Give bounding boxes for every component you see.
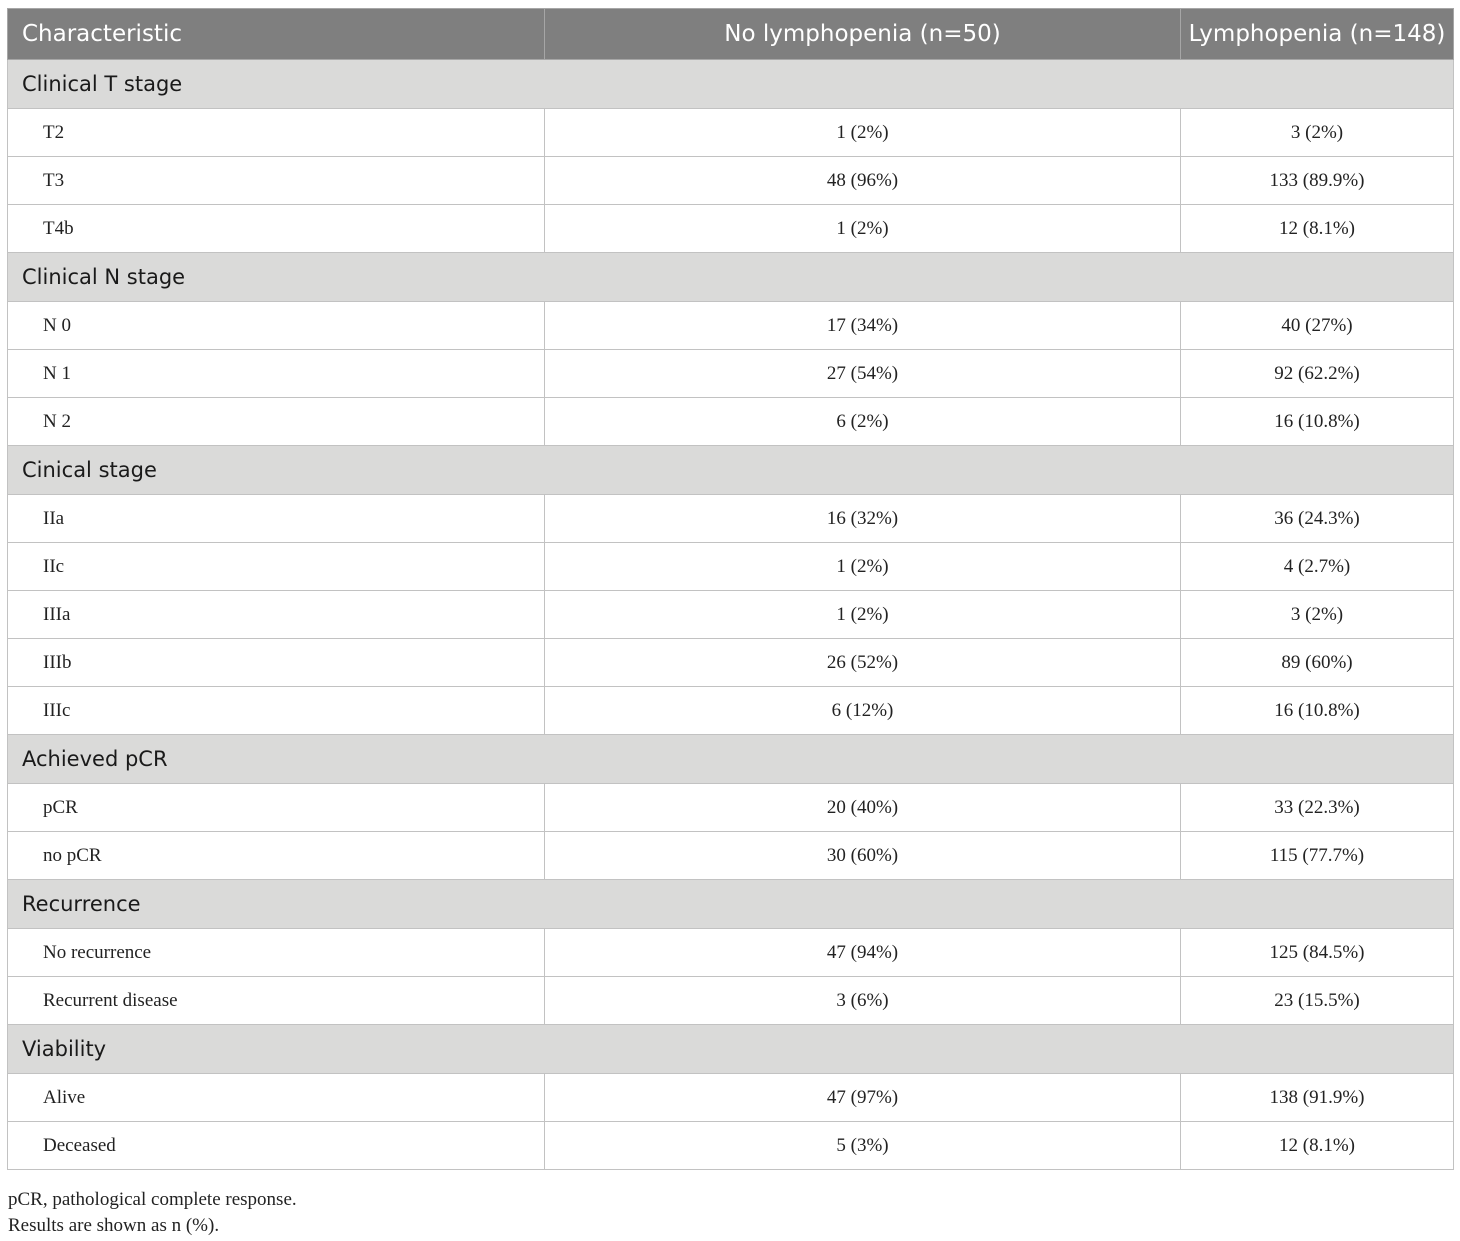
row-label: T3 bbox=[8, 157, 545, 205]
header-lymphopenia: Lymphopenia (n=148) bbox=[1181, 9, 1454, 60]
cell-lymphopenia: 33 (22.3%) bbox=[1181, 784, 1454, 832]
row-label: IIIb bbox=[8, 639, 545, 687]
section-title: Recurrence bbox=[8, 880, 1454, 929]
footnote-format: Results are shown as n (%). bbox=[8, 1215, 220, 1236]
section-header-row bbox=[8, 60, 1454, 109]
cell-no-lymphopenia: 27 (54%) bbox=[545, 350, 1181, 398]
cell-lymphopenia: 36 (24.3%) bbox=[1181, 495, 1454, 543]
section-header-row bbox=[8, 446, 1454, 495]
table-body bbox=[8, 60, 1454, 1170]
table-header-row bbox=[8, 9, 1454, 60]
row-label: T2 bbox=[8, 109, 545, 157]
row-label: Deceased bbox=[8, 1122, 545, 1170]
header-characteristic: Characteristic bbox=[8, 9, 545, 60]
cell-no-lymphopenia: 48 (96%) bbox=[545, 157, 1181, 205]
cell-lymphopenia: 16 (10.8%) bbox=[1181, 687, 1454, 735]
table-row bbox=[8, 398, 1454, 446]
table-row bbox=[8, 1074, 1454, 1122]
row-label: IIIa bbox=[8, 591, 545, 639]
table-row bbox=[8, 109, 1454, 157]
row-label: IIa bbox=[8, 495, 545, 543]
cell-no-lymphopenia: 20 (40%) bbox=[545, 784, 1181, 832]
cell-lymphopenia: 16 (10.8%) bbox=[1181, 398, 1454, 446]
row-label: Recurrent disease bbox=[8, 977, 545, 1025]
cell-no-lymphopenia: 1 (2%) bbox=[545, 205, 1181, 253]
table-row bbox=[8, 205, 1454, 253]
cell-no-lymphopenia: 26 (52%) bbox=[545, 639, 1181, 687]
cell-no-lymphopenia: 6 (12%) bbox=[545, 687, 1181, 735]
cell-no-lymphopenia: 1 (2%) bbox=[545, 109, 1181, 157]
row-label: Alive bbox=[8, 1074, 545, 1122]
table-row bbox=[8, 350, 1454, 398]
row-label: T4b bbox=[8, 205, 545, 253]
section-title: Achieved pCR bbox=[8, 735, 1454, 784]
cell-lymphopenia: 3 (2%) bbox=[1181, 109, 1454, 157]
cell-no-lymphopenia: 5 (3%) bbox=[545, 1122, 1181, 1170]
cell-lymphopenia: 40 (27%) bbox=[1181, 302, 1454, 350]
cell-lymphopenia: 133 (89.9%) bbox=[1181, 157, 1454, 205]
cell-lymphopenia: 12 (8.1%) bbox=[1181, 1122, 1454, 1170]
cell-no-lymphopenia: 47 (94%) bbox=[545, 929, 1181, 977]
table-row bbox=[8, 495, 1454, 543]
section-header-row bbox=[8, 253, 1454, 302]
cell-lymphopenia: 23 (15.5%) bbox=[1181, 977, 1454, 1025]
row-label: pCR bbox=[8, 784, 545, 832]
row-label: no pCR bbox=[8, 832, 545, 880]
table-row bbox=[8, 591, 1454, 639]
row-label: IIc bbox=[8, 543, 545, 591]
cell-no-lymphopenia: 17 (34%) bbox=[545, 302, 1181, 350]
cell-lymphopenia: 4 (2.7%) bbox=[1181, 543, 1454, 591]
section-title: Clinical N stage bbox=[8, 253, 1454, 302]
table-row bbox=[8, 929, 1454, 977]
cell-no-lymphopenia: 6 (2%) bbox=[545, 398, 1181, 446]
table-row bbox=[8, 302, 1454, 350]
section-title: Clinical T stage bbox=[8, 60, 1454, 109]
row-label: N 1 bbox=[8, 350, 545, 398]
cell-lymphopenia: 115 (77.7%) bbox=[1181, 832, 1454, 880]
row-label: No recurrence bbox=[8, 929, 545, 977]
table-row bbox=[8, 157, 1454, 205]
section-header-row bbox=[8, 735, 1454, 784]
table-row bbox=[8, 687, 1454, 735]
cell-no-lymphopenia: 30 (60%) bbox=[545, 832, 1181, 880]
cell-lymphopenia: 3 (2%) bbox=[1181, 591, 1454, 639]
table-row bbox=[8, 977, 1454, 1025]
cell-no-lymphopenia: 1 (2%) bbox=[545, 543, 1181, 591]
cell-no-lymphopenia: 1 (2%) bbox=[545, 591, 1181, 639]
row-label: N 0 bbox=[8, 302, 545, 350]
row-label: N 2 bbox=[8, 398, 545, 446]
table-row bbox=[8, 784, 1454, 832]
header-no-lymphopenia: No lymphopenia (n=50) bbox=[545, 9, 1181, 60]
row-label: IIIc bbox=[8, 687, 545, 735]
table-row bbox=[8, 1122, 1454, 1170]
cell-lymphopenia: 12 (8.1%) bbox=[1181, 205, 1454, 253]
section-header-row bbox=[8, 1025, 1454, 1074]
table-footnotes bbox=[8, 1187, 297, 1239]
table-row bbox=[8, 639, 1454, 687]
section-title: Viability bbox=[8, 1025, 1454, 1074]
cell-no-lymphopenia: 16 (32%) bbox=[545, 495, 1181, 543]
table-row bbox=[8, 832, 1454, 880]
characteristics-table bbox=[7, 8, 1454, 1170]
cell-no-lymphopenia: 47 (97%) bbox=[545, 1074, 1181, 1122]
cell-lymphopenia: 138 (91.9%) bbox=[1181, 1074, 1454, 1122]
cell-no-lymphopenia: 3 (6%) bbox=[545, 977, 1181, 1025]
cell-lymphopenia: 89 (60%) bbox=[1181, 639, 1454, 687]
section-title: Cinical stage bbox=[8, 446, 1454, 495]
cell-lymphopenia: 92 (62.2%) bbox=[1181, 350, 1454, 398]
section-header-row bbox=[8, 880, 1454, 929]
footnote-abbreviation: pCR, pathological complete response. bbox=[8, 1189, 297, 1210]
cell-lymphopenia: 125 (84.5%) bbox=[1181, 929, 1454, 977]
table-row bbox=[8, 543, 1454, 591]
